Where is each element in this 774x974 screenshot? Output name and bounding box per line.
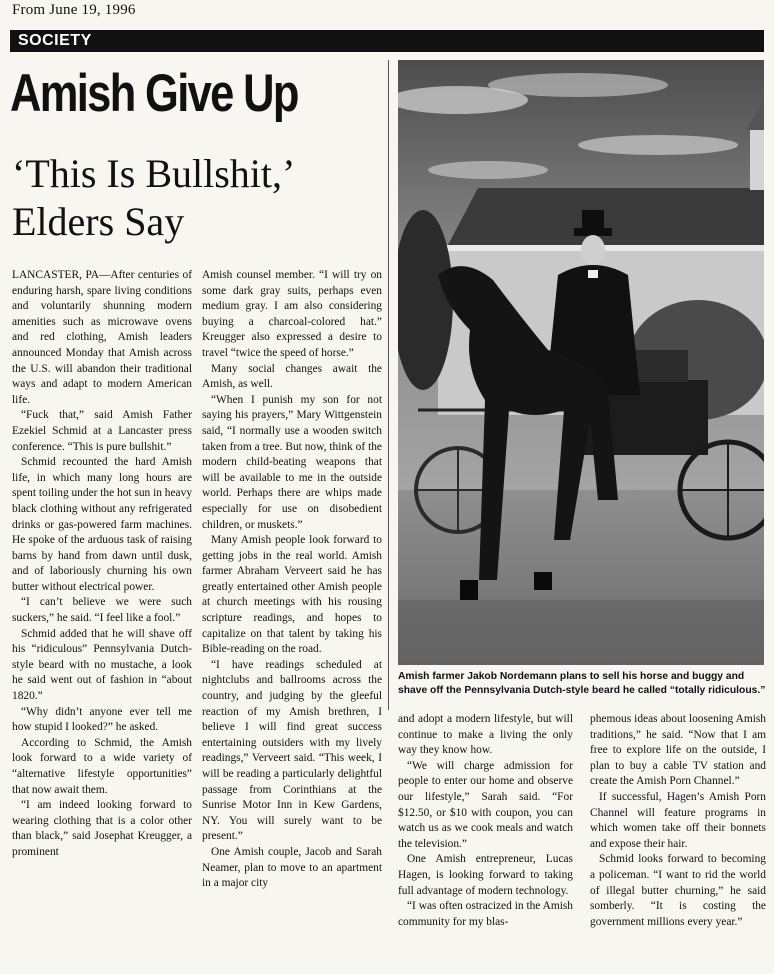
article-column-1	[12, 268, 192, 861]
paragraph: LANCASTER, PA—After centuries of enduring harsh, spare living conditions and voluntarily shunning modern amenities such as microwave ovens and red clothing, Amish leaders announced Monday that Amish across the U.S. will abandon their traditional ways and adapt to modern American life.	[12, 269, 192, 406]
paragraph: “I was often ostracized in the Amish community for my blas-	[398, 900, 573, 928]
paragraph: Many Amish people look forward to getting jobs in the real world. Amish farmer Abraham Verveert said he has greatly entertained other Amish people at church meetings with his rousing scripture readings, and hopes to capitalize on that talent by taking his Bible-reading on the road.	[202, 534, 382, 656]
paragraph: “I can’t believe we were such suckers,” he said. “I feel like a fool.”	[12, 596, 192, 625]
paragraph: “I have readings scheduled at nightclubs and ballrooms across the country, and judging by the gleeful reaction of my Amish brethren, I believe I will find great success entertaining outsiders with my lively readings,” Verveert said. “This week, I will be reading a particularly delightful passage from Corinthians at the Sunrise Motor Inn in Kew Gardens, NY. You will surely want to be present.”	[202, 658, 382, 843]
paragraph: One Amish entrepreneur, Lucas Hagen, is looking forward to taking full advantage of modern technology.	[398, 853, 573, 897]
paragraph: Schmid recounted the hard Amish life, in which many long hours are spent toiling under the hot sun in heavy black clothing without any refrigerated drinks or gas-powered farm machines. He spoke of the arduous task of raising barns by hand from dawn until dusk, and of laboriously churning his own butter without electrical power.	[12, 456, 193, 593]
paragraph: Schmid looks forward to becoming a policeman. “I want to rid the world of illegal butter churning,” he said somberly. “It is costing the government millions every year.”	[590, 853, 766, 928]
paragraph: Schmid added that he will shave off his “ridiculous” Pennsylvania Dutch-style beard with no mustache, a look he said went out of fashion in “about 1820.”	[12, 627, 192, 703]
deck-line-2: Elders Say	[12, 199, 185, 244]
photo-amish-farmer-horse-buggy	[398, 60, 764, 665]
paragraph: “Why didn’t anyone ever tell me how stupid I looked?” he asked.	[12, 705, 192, 734]
paragraph: “We will charge admission for people to enter our home and observe our lifestyle,” Sarah said. “For $12.50, or $10 with coupon, you can watch us as we cook meals and watch the television.”	[398, 759, 573, 850]
dateline: From June 19, 1996	[12, 2, 136, 18]
article-column-3	[398, 712, 573, 930]
section-bar	[10, 30, 764, 52]
deck-line-1: ‘This Is Bullshit,’	[12, 151, 296, 196]
article-column-4	[590, 712, 766, 930]
headline: Amish Give Up	[10, 64, 298, 123]
photo-illustration	[398, 60, 764, 665]
photo-caption: Amish farmer Jakob Nordemann plans to sell his horse and buggy and shave off the Pennsylvania Dutch-style beard he called “totally ridiculous.”	[398, 671, 766, 696]
article-column-2	[202, 268, 382, 892]
column-rule	[388, 60, 389, 710]
paragraph: “Fuck that,” said Amish Father Ezekiel Schmid at a Lancaster press conference. “This is pure bullshit.”	[12, 409, 192, 453]
paragraph: and adopt a modern lifestyle, but will continue to make a living the only way they know how.	[398, 713, 573, 757]
paragraph: If successful, Hagen’s Amish Porn Channel will feature programs in which women take off their bonnets and expose their hair.	[590, 790, 766, 850]
deck	[12, 150, 382, 246]
paragraph: “When I punish my son for not saying his prayers,” Mary Wittgenstein said, “I normally use a wooden switch taken from a tree. But now, think of the modern child-beating weapons that will be available to me in the outside world. Perhaps there are whips made especially for use on disobedient children, or muskets.”	[202, 393, 382, 531]
paragraph: Many social changes await the Amish, as well.	[202, 362, 382, 391]
section-label: SOCIETY	[18, 32, 92, 49]
paragraph: One Amish couple, Jacob and Sarah Neamer, plan to move to an apartment in a major city	[202, 845, 382, 890]
paragraph: “I am indeed looking forward to wearing clothing that is a color other than black,” said Josephat Kreugger, a prominent	[12, 799, 192, 858]
paragraph: According to Schmid, the Amish look forward to a wide variety of “alternative lifestyle opportunities” that now await them.	[12, 736, 192, 796]
paragraph: Amish counsel member. “I will try on some dark gray suits, perhaps even medium gray. I am also considering buying a charcoal-colored hat.” Kreugger also expressed a desire to travel “twice the speed of horse.”	[202, 269, 382, 359]
paragraph: phemous ideas about loosening Amish traditions,” he said. “Now that I am free to explore life on the outside, I plan to buy a cable TV station and create the Amish Porn Channel.”	[590, 713, 766, 788]
